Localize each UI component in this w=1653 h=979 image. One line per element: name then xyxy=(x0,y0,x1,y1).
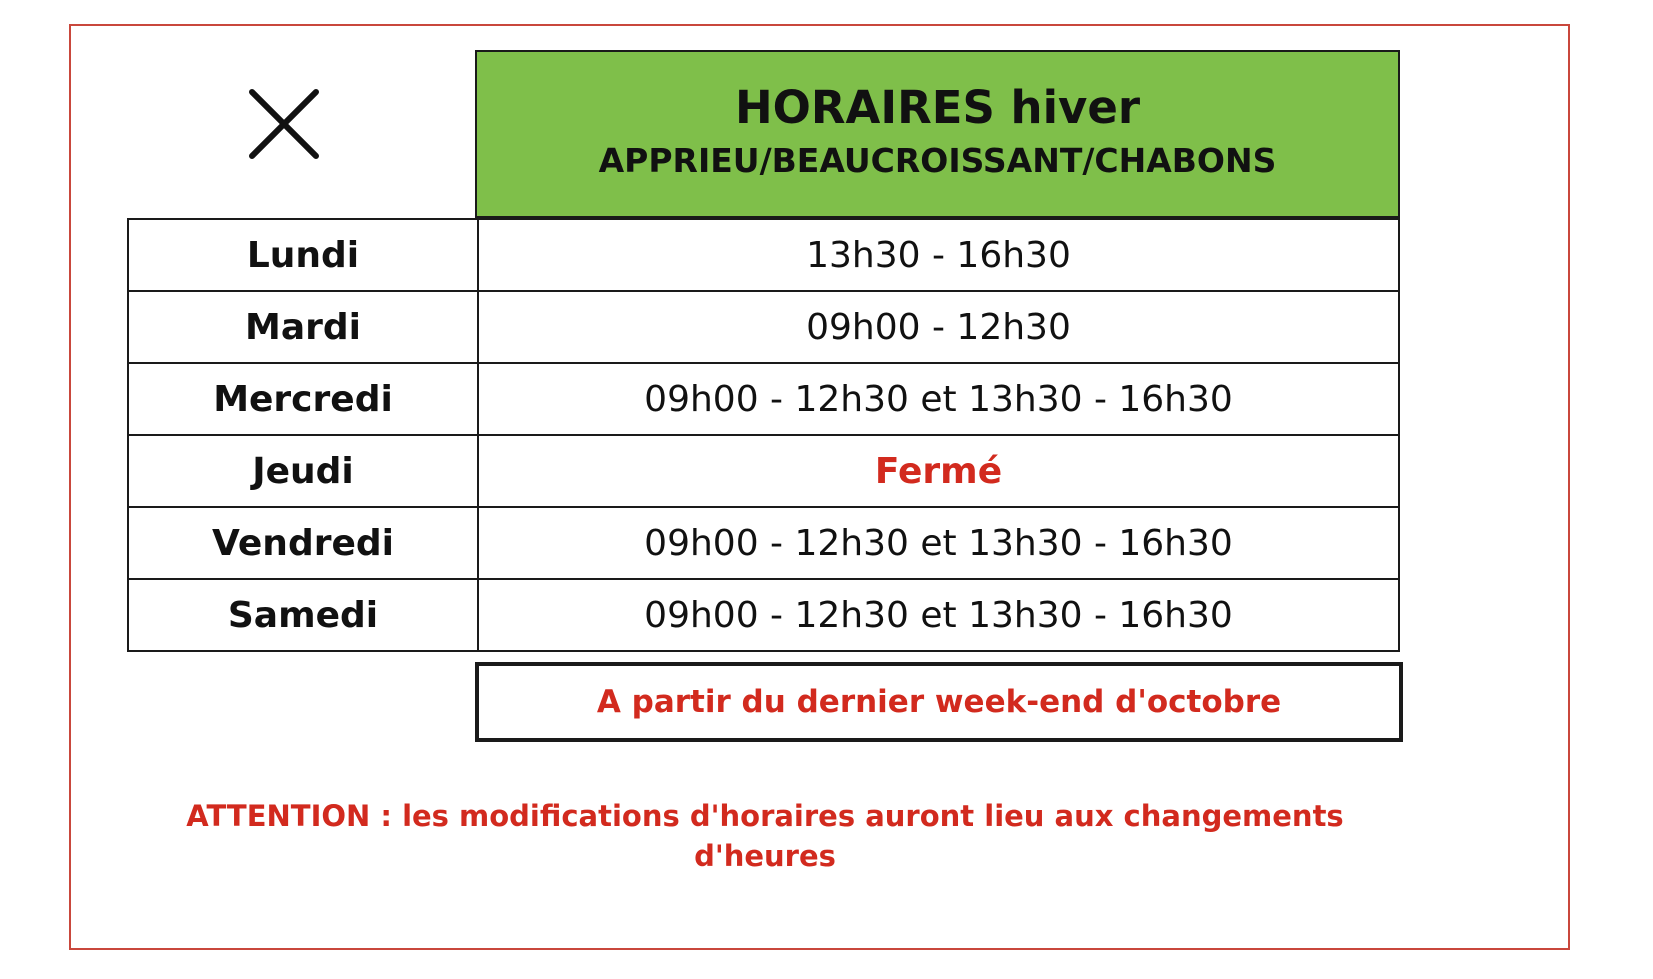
table-row xyxy=(128,579,1399,651)
season-note: A partir du dernier week-end d'octobre xyxy=(475,662,1403,742)
hours-cell: 09h00 - 12h30 et 13h30 - 16h30 xyxy=(478,363,1399,435)
table-row xyxy=(128,363,1399,435)
table-row xyxy=(128,435,1399,507)
table-row xyxy=(128,291,1399,363)
hours-cell: 09h00 - 12h30 et 13h30 - 16h30 xyxy=(478,507,1399,579)
header-subtitle: APPRIEU/BEAUCROISSANT/CHABONS xyxy=(598,141,1277,180)
day-cell: Jeudi xyxy=(128,435,478,507)
close-icon[interactable] xyxy=(248,88,320,160)
table-row xyxy=(128,219,1399,291)
closed-status: Fermé xyxy=(478,435,1399,507)
hours-cell: 13h30 - 16h30 xyxy=(478,219,1399,291)
day-cell: Mardi xyxy=(128,291,478,363)
attention-line-2: d'heures xyxy=(694,839,836,873)
day-cell: Mercredi xyxy=(128,363,478,435)
day-cell: Vendredi xyxy=(128,507,478,579)
attention-line-1: ATTENTION : les modifications d'horaires auront lieu aux changements xyxy=(186,799,1344,833)
header-title: HORAIRES hiver xyxy=(734,81,1141,134)
hours-cell: 09h00 - 12h30 xyxy=(478,291,1399,363)
hours-cell: 09h00 - 12h30 et 13h30 - 16h30 xyxy=(478,579,1399,651)
table-row xyxy=(128,507,1399,579)
schedule-header xyxy=(475,50,1400,218)
day-cell: Samedi xyxy=(128,579,478,651)
day-cell: Lundi xyxy=(128,219,478,291)
attention-notice xyxy=(140,796,1390,876)
schedule-table xyxy=(127,218,1400,652)
